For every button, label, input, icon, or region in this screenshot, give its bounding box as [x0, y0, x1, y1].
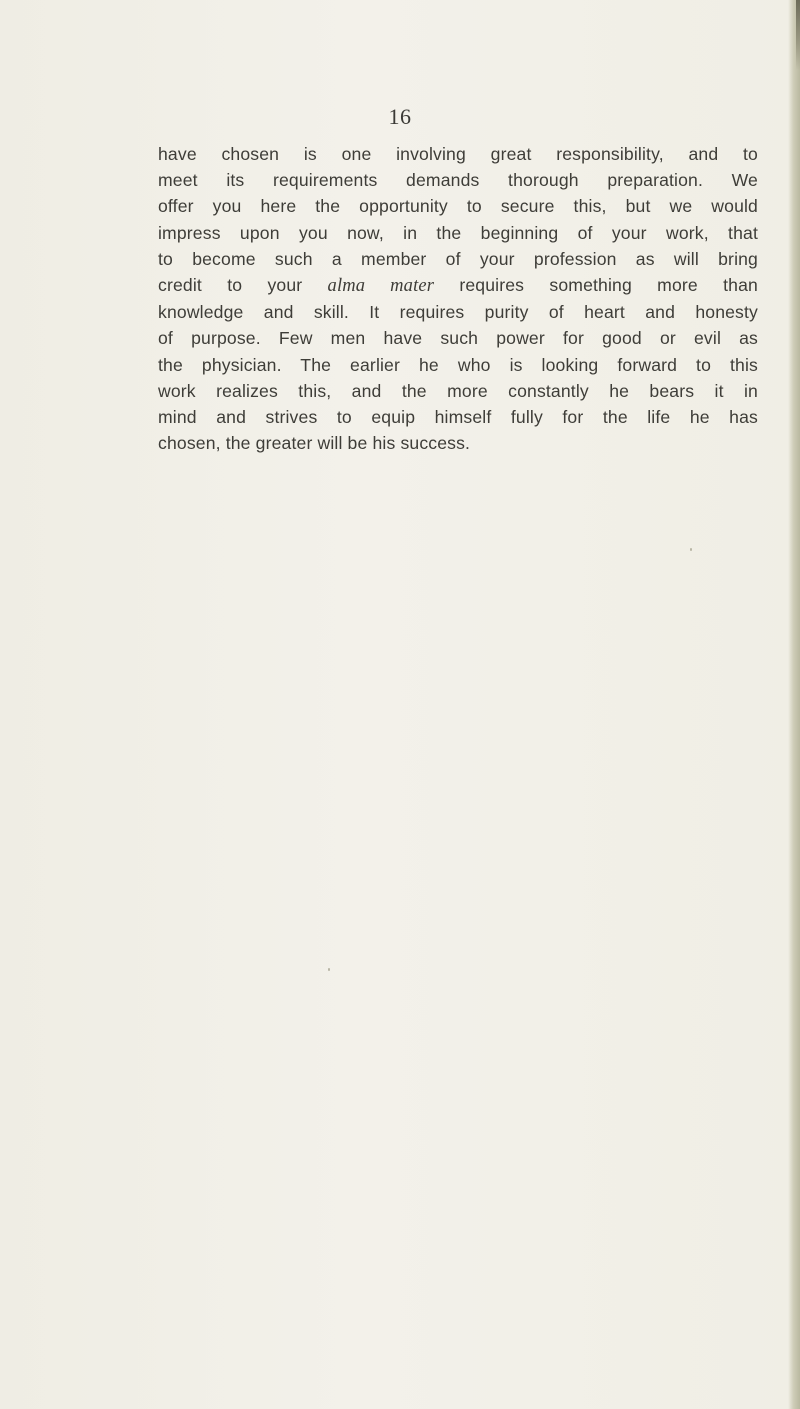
text-line: mind and strives to equip himself fully for the life he has — [158, 407, 758, 428]
text-line: of purpose. Few men have such power for good or evil as — [158, 328, 758, 349]
text-line: have chosen is one involving great responsibility, and to — [158, 144, 758, 164]
text-line: offer you here the opportunity to secure this, but we would — [158, 196, 758, 217]
text-line: knowledge and skill. It requires purity of heart and honesty — [158, 302, 758, 323]
body-paragraph — [158, 141, 758, 456]
page-number: 16 — [388, 104, 412, 129]
text-line: meet its requirements demands thorough preparation. We — [158, 170, 758, 191]
italic-phrase: alma mater — [327, 276, 435, 297]
text-line: to become such a member of your profession as will bring — [158, 248, 758, 269]
text-segment: credit to your — [158, 275, 328, 296]
text-segment: requires something more than — [434, 275, 758, 296]
text-line — [158, 272, 758, 299]
text-line: impress upon you now, in the beginning of your work, that — [158, 222, 758, 243]
page-edge-shadow — [788, 0, 800, 1409]
text-line: chosen, the greater will be his success. — [158, 433, 471, 454]
page-edge-mark — [796, 0, 800, 70]
paper-speck — [690, 548, 692, 551]
paper-speck — [328, 968, 330, 971]
text-line: the physician. The earlier he who is looking forward to this — [158, 354, 758, 375]
text-line: work realizes this, and the more constantly he bears it in — [158, 380, 758, 401]
